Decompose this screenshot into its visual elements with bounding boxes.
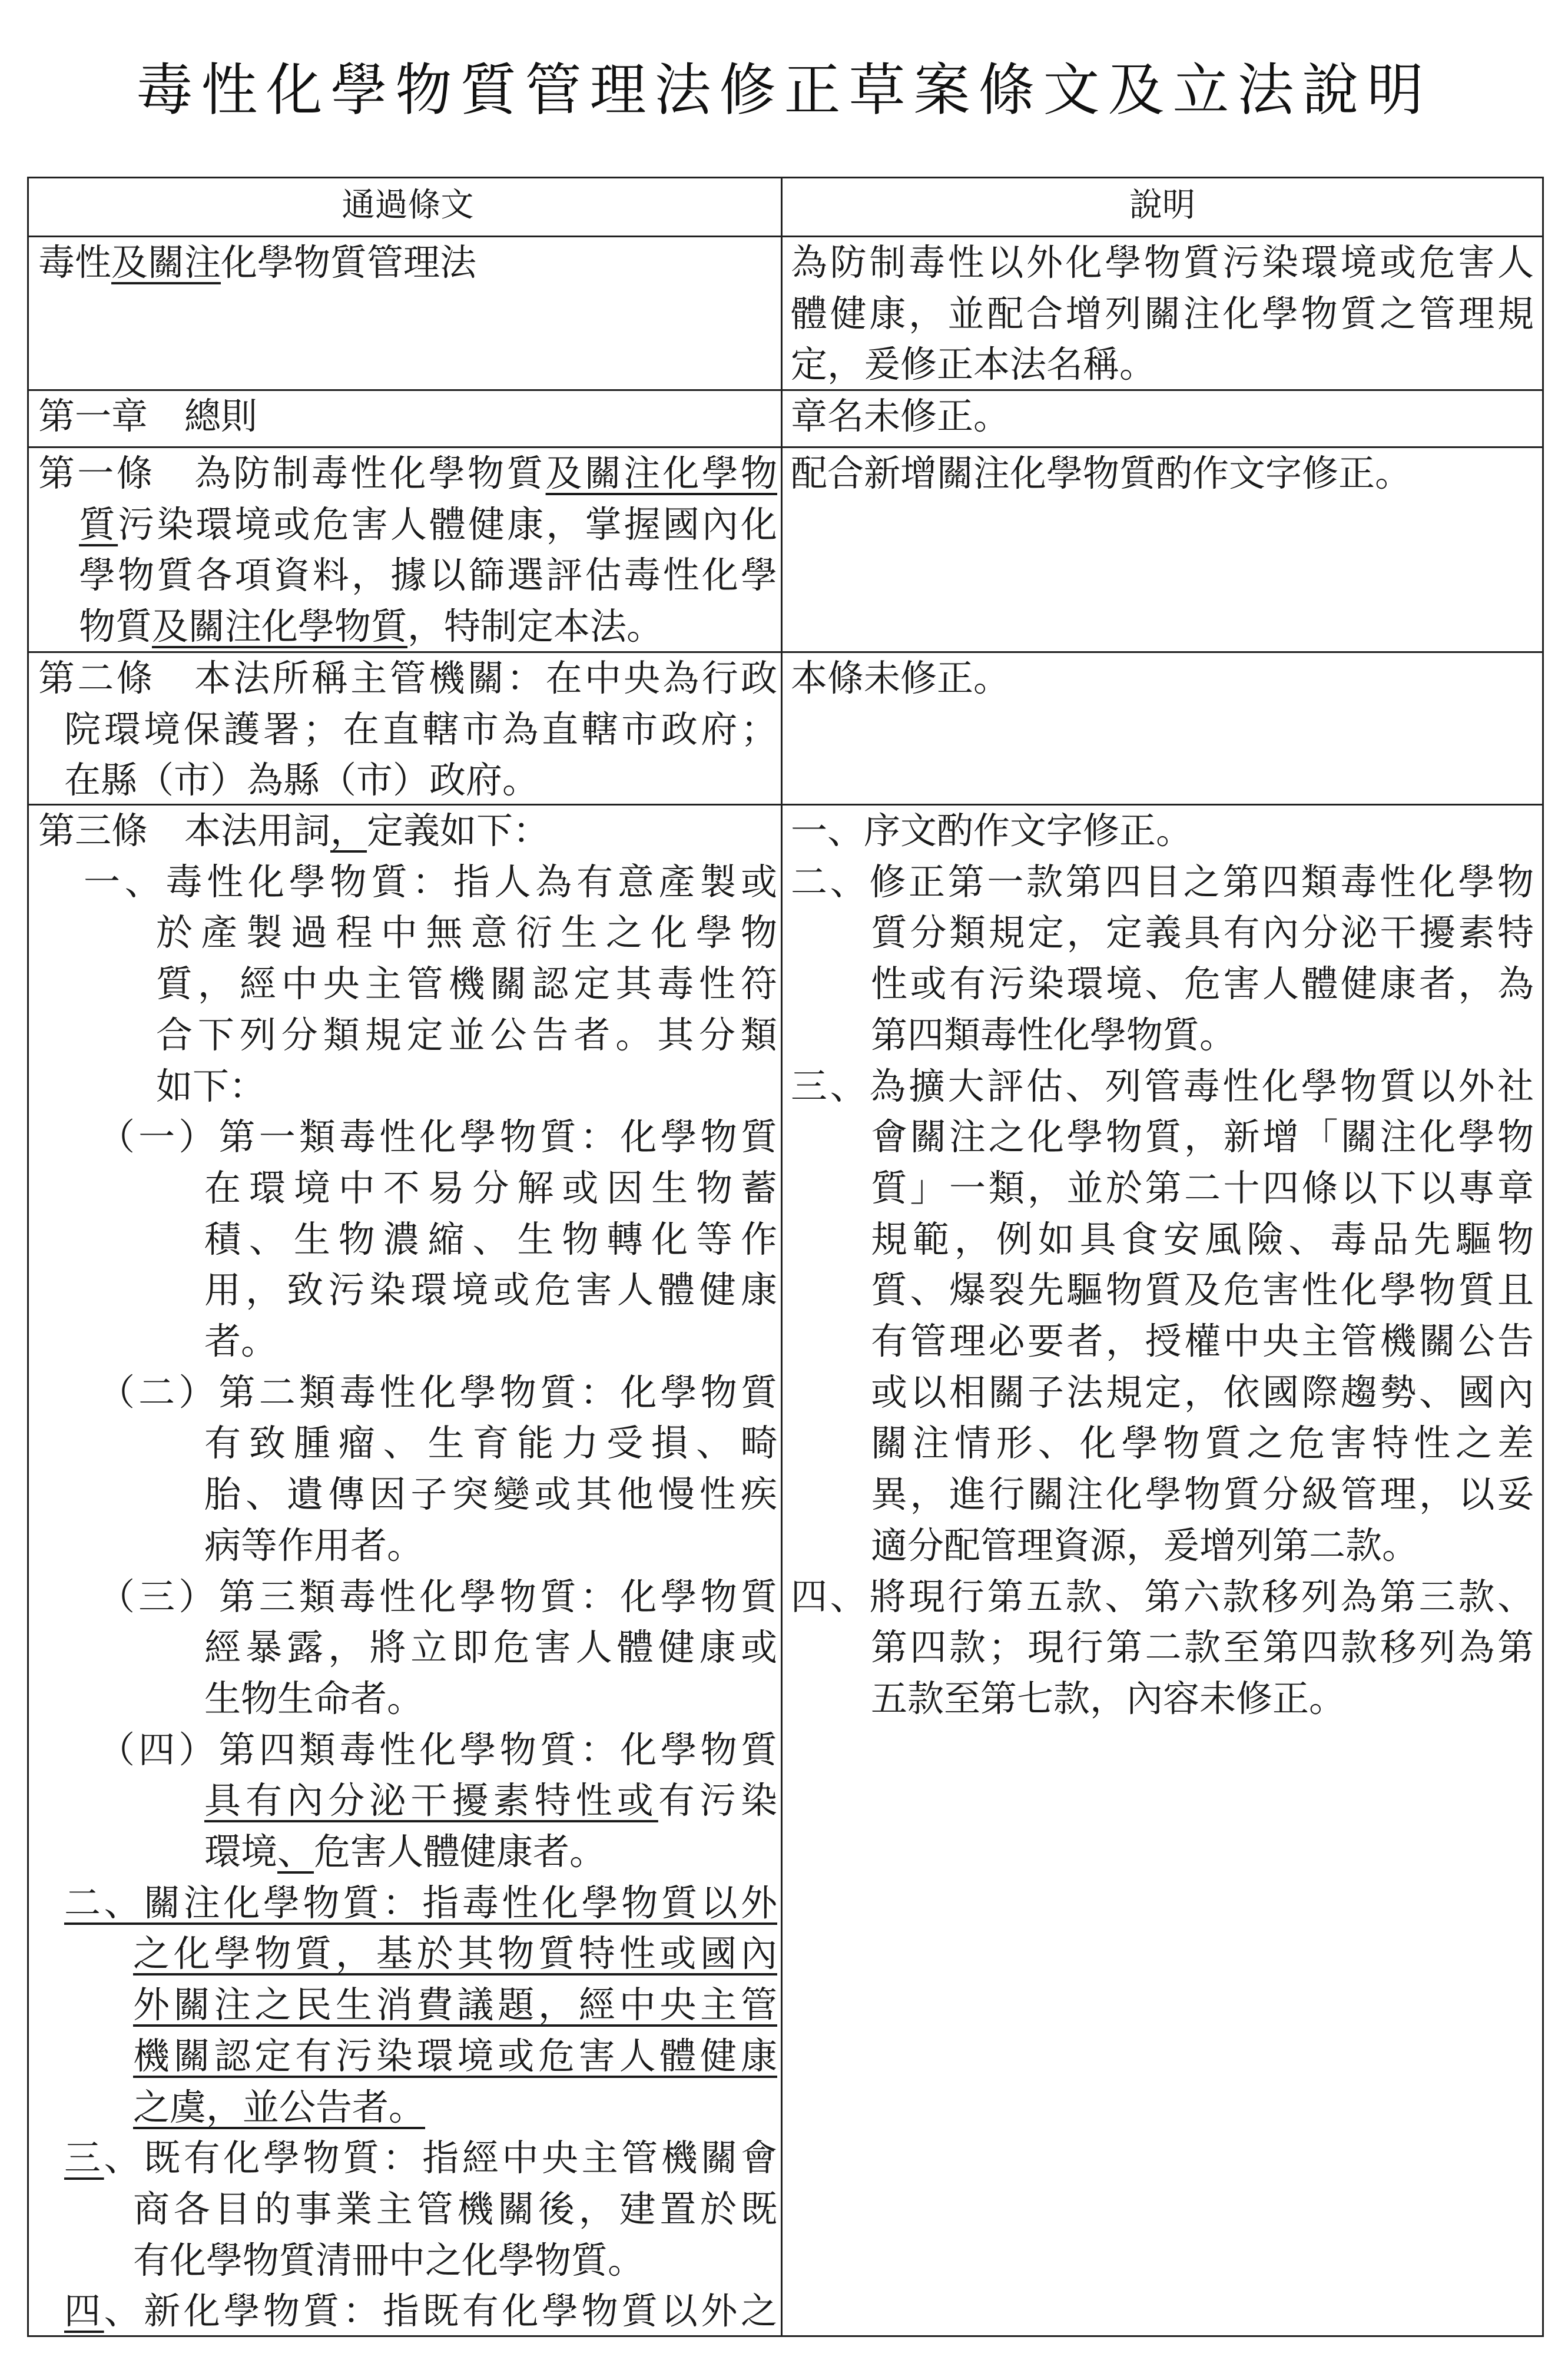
underlined-amendment-text: 質 [79,502,118,546]
text-segment: 有致腫瘤、生育能力受損、畸 [204,1421,777,1465]
text-segment: 會關注之化學物質，新增「關注化學物 [871,1115,1534,1159]
text-line [38,1827,777,1878]
text-segment: 積、生物濃縮、生物轉化等作 [204,1217,777,1261]
text-segment: 、新化學物質：指既有化學物質以外之 [104,2289,777,2333]
text-segment: 第二條 本法所稱主管機關：在中央為行政 [38,657,777,700]
text-segment: 污染環境或危害人體健康，掌握國內化 [118,502,777,546]
text-line [791,1367,1534,1418]
underlined-amendment-text: 具有內分泌干擾素特性或 [204,1779,658,1822]
text-line [791,1163,1534,1214]
text-segment: 第三條 本法用詞 [38,809,331,852]
text-line [38,2235,777,2286]
text-segment: 配合新增關注化學物質酌作文字修正。 [791,452,1412,495]
text-line [38,499,777,551]
underlined-amendment-text: 三 [64,2136,104,2180]
underlined-amendment-text: ， [330,809,367,852]
text-line [38,755,777,804]
underlined-amendment-text: 、 [277,1830,314,1874]
underlined-amendment-text: 外關注之民生消費議題，經中央主管 [133,1983,777,2027]
provision-cell [29,391,783,446]
text-line [38,1469,777,1520]
text-line [791,1622,1534,1673]
explanation-cell [783,653,1542,804]
text-segment: 第一條 為防制毒性化學物質 [38,452,546,495]
text-segment: 在環境中不易分解或因生物蓄 [204,1166,777,1209]
underlined-amendment-text: 之化學物質，基於其物質特性或國內 [133,1932,777,1975]
text-line [38,550,777,601]
explanation-cell [783,237,1542,389]
text-line [38,1878,777,1929]
text-line [38,2031,777,2082]
text-line [38,1112,777,1163]
table-row-article-3 [29,804,1542,2335]
text-segment: 有化學物質清冊中之化學物質。 [133,2238,645,2282]
text-line [791,907,1534,959]
table-header-row [29,178,1542,236]
text-segment: 章名未修正。 [791,395,1010,437]
underlined-amendment-text: 及關注化學物 [545,452,777,495]
text-line [38,1980,777,2031]
amendment-comparison-table [27,177,1544,2337]
text-line [38,448,777,499]
text-line [38,2133,777,2184]
text-line [38,2082,777,2133]
text-line [791,237,1534,289]
explanation-cell [783,448,1542,651]
text-line [791,857,1534,908]
text-segment: 第四款；現行第二款至第四款移列為第 [871,1626,1534,1669]
text-segment: 質、爆裂先驅物質及危害性化學物質且 [871,1268,1534,1312]
text-segment: 生物生命者。 [204,1676,424,1720]
underlined-amendment-text: 及關注化學物質 [152,605,408,648]
text-line [38,1775,777,1827]
text-line [791,959,1534,1010]
text-segment: 、既有化學物質：指經中央主管機關會 [104,2136,777,2180]
text-line [791,391,1534,442]
text-line [38,1163,777,1214]
text-line [38,857,777,908]
text-line [38,1725,777,1776]
table-row-act-name [29,236,1542,389]
explanation-cell [783,391,1542,446]
text-segment: 一、毒性化學物質：指人為有意產製或 [84,860,777,903]
provision-cell [29,237,783,389]
text-line [38,1622,777,1673]
text-segment: 者。 [204,1320,278,1363]
text-line [791,448,1534,499]
text-segment: 適分配管理資源，爰增列第二款。 [871,1523,1419,1567]
provision-cell [29,653,783,804]
text-line [791,1061,1534,1112]
text-line [38,1316,777,1367]
text-segment: 五款至第七款，內容未修正。 [871,1676,1346,1720]
text-segment: 規範，例如具食安風險、毒品先驅物 [871,1217,1534,1261]
text-line [791,653,1534,704]
text-segment: 合下列分類規定並公告者。其分類 [156,1013,777,1056]
table-row-chapter-1 [29,389,1542,446]
text-line [38,653,777,704]
text-segment: 物質 [79,605,153,648]
underlined-amendment-text: 之虞，並公告者。 [133,2085,426,2129]
text-segment: 有管理必要者，授權中央主管機關公告 [871,1320,1534,1363]
text-segment: 如下： [156,1064,266,1108]
text-segment: 或以相關子法規定，依國際趨勢、國內 [871,1370,1534,1414]
text-segment: 化學物質管理法 [221,241,477,284]
text-segment: 經暴露，將立即危害人體健康或 [204,1626,777,1669]
text-line [38,1061,777,1112]
text-segment: 有污染 [658,1779,777,1822]
text-line [38,1572,777,1623]
text-segment: 第四類毒性化學物質。 [871,1013,1237,1056]
text-line [791,806,1534,857]
text-segment: 胎、遺傳因子突變或其他慢性疾 [204,1473,777,1516]
text-line [38,2184,777,2235]
provision-cell [29,806,783,2335]
text-segment: 質」一類，並於第二十四條以下以專章 [871,1166,1534,1209]
text-line [38,1520,777,1572]
text-segment: 定義如下： [367,809,550,852]
text-segment: 一、序文酌作文字修正。 [791,809,1193,852]
text-line [38,1928,777,1980]
text-segment: 質分類規定，定義具有內分泌干擾素特 [871,911,1534,954]
text-line [791,1010,1534,1061]
text-segment: 四、將現行第五款、第六款移列為第三款、 [791,1575,1534,1618]
text-segment: （一）第一類毒性化學物質：化學物質 [98,1115,777,1159]
underlined-amendment-text: 四 [64,2289,104,2333]
text-line [38,1214,777,1265]
table-row-article-2 [29,651,1542,804]
text-line [791,1572,1534,1623]
text-line [38,806,777,857]
text-line [38,601,777,651]
text-segment: 異，進行關注化學物質分級管理，以妥 [871,1473,1534,1516]
text-line [791,1673,1534,1725]
text-segment: 為防制毒性以外化學物質污染環境或危害人 [791,241,1534,284]
text-segment: （三）第三類毒性化學物質：化學物質 [98,1575,777,1618]
text-segment: 定，爰修正本法名稱。 [791,343,1156,386]
text-line [38,1418,777,1469]
text-segment: 環境 [204,1830,278,1874]
text-segment: 三、為擴大評估、列管毒性化學物質以外社 [791,1064,1534,1108]
provision-cell [29,448,783,651]
text-segment: 學物質各項資料，據以篩選評估毒性化學 [79,553,777,597]
text-segment: 商各目的事業主管機關後，建置於既 [133,2187,777,2230]
underlined-amendment-text: 二、關注化學物質：指毒性化學物質以外 [64,1881,777,1924]
text-segment: 體健康，並配合增列關注化學物質之管理規 [791,291,1534,335]
text-line [791,289,1534,340]
text-segment: 於產製過程中無意衍生之化學物 [156,911,777,954]
text-line [38,1010,777,1061]
document-title: 毒性化學物質管理法修正草案條文及立法說明 [136,57,1432,123]
text-line [791,339,1534,389]
text-segment: 本條未修正。 [791,657,1010,700]
text-line [38,1265,777,1316]
text-segment: 關注情形、化學物質之危害特性之差 [871,1421,1534,1465]
text-segment: 在縣（市）為縣（市）政府。 [64,758,539,802]
text-line [38,237,777,289]
text-line [38,391,777,442]
text-segment: 第一章 總則 [38,395,258,437]
underlined-amendment-text: 機關認定有污染環境或危害人體健康 [133,2034,777,2077]
table-row-article-1 [29,446,1542,651]
text-segment: 病等作用者。 [204,1523,424,1567]
text-line [791,1265,1534,1316]
text-segment: ，特制定本法。 [407,605,664,648]
text-segment: 毒性 [38,241,112,284]
text-segment: 用，致污染環境或危害人體健康 [204,1268,777,1312]
text-line [38,907,777,959]
text-line [38,2286,777,2335]
text-line [791,1418,1534,1469]
text-line [38,1673,777,1725]
text-line [38,1367,777,1418]
text-line [791,1112,1534,1163]
text-segment: 二、修正第一款第四目之第四類毒性化學物 [791,860,1534,903]
header-passed-provisions: 通過條文 [29,178,783,236]
text-line [38,704,777,755]
explanation-cell [783,806,1542,2335]
text-segment: 危害人體健康者。 [314,1830,606,1874]
text-line [791,1520,1534,1572]
text-segment: 院環境保護署；在直轄市為直轄市政府； [64,707,777,751]
header-explanation: 說明 [1129,186,1195,224]
text-segment: 質，經中央主管機關認定其毒性符 [156,962,777,1006]
text-line [791,1316,1534,1367]
text-line [38,959,777,1010]
text-line [791,1214,1534,1265]
text-line [791,1469,1534,1520]
text-segment: 性或有污染環境、危害人體健康者，為 [871,962,1534,1006]
underlined-amendment-text: 及關注 [111,241,221,284]
text-segment: （四）第四類毒性化學物質：化學物質 [98,1728,777,1771]
text-segment: （二）第二類毒性化學物質：化學物質 [98,1370,777,1414]
